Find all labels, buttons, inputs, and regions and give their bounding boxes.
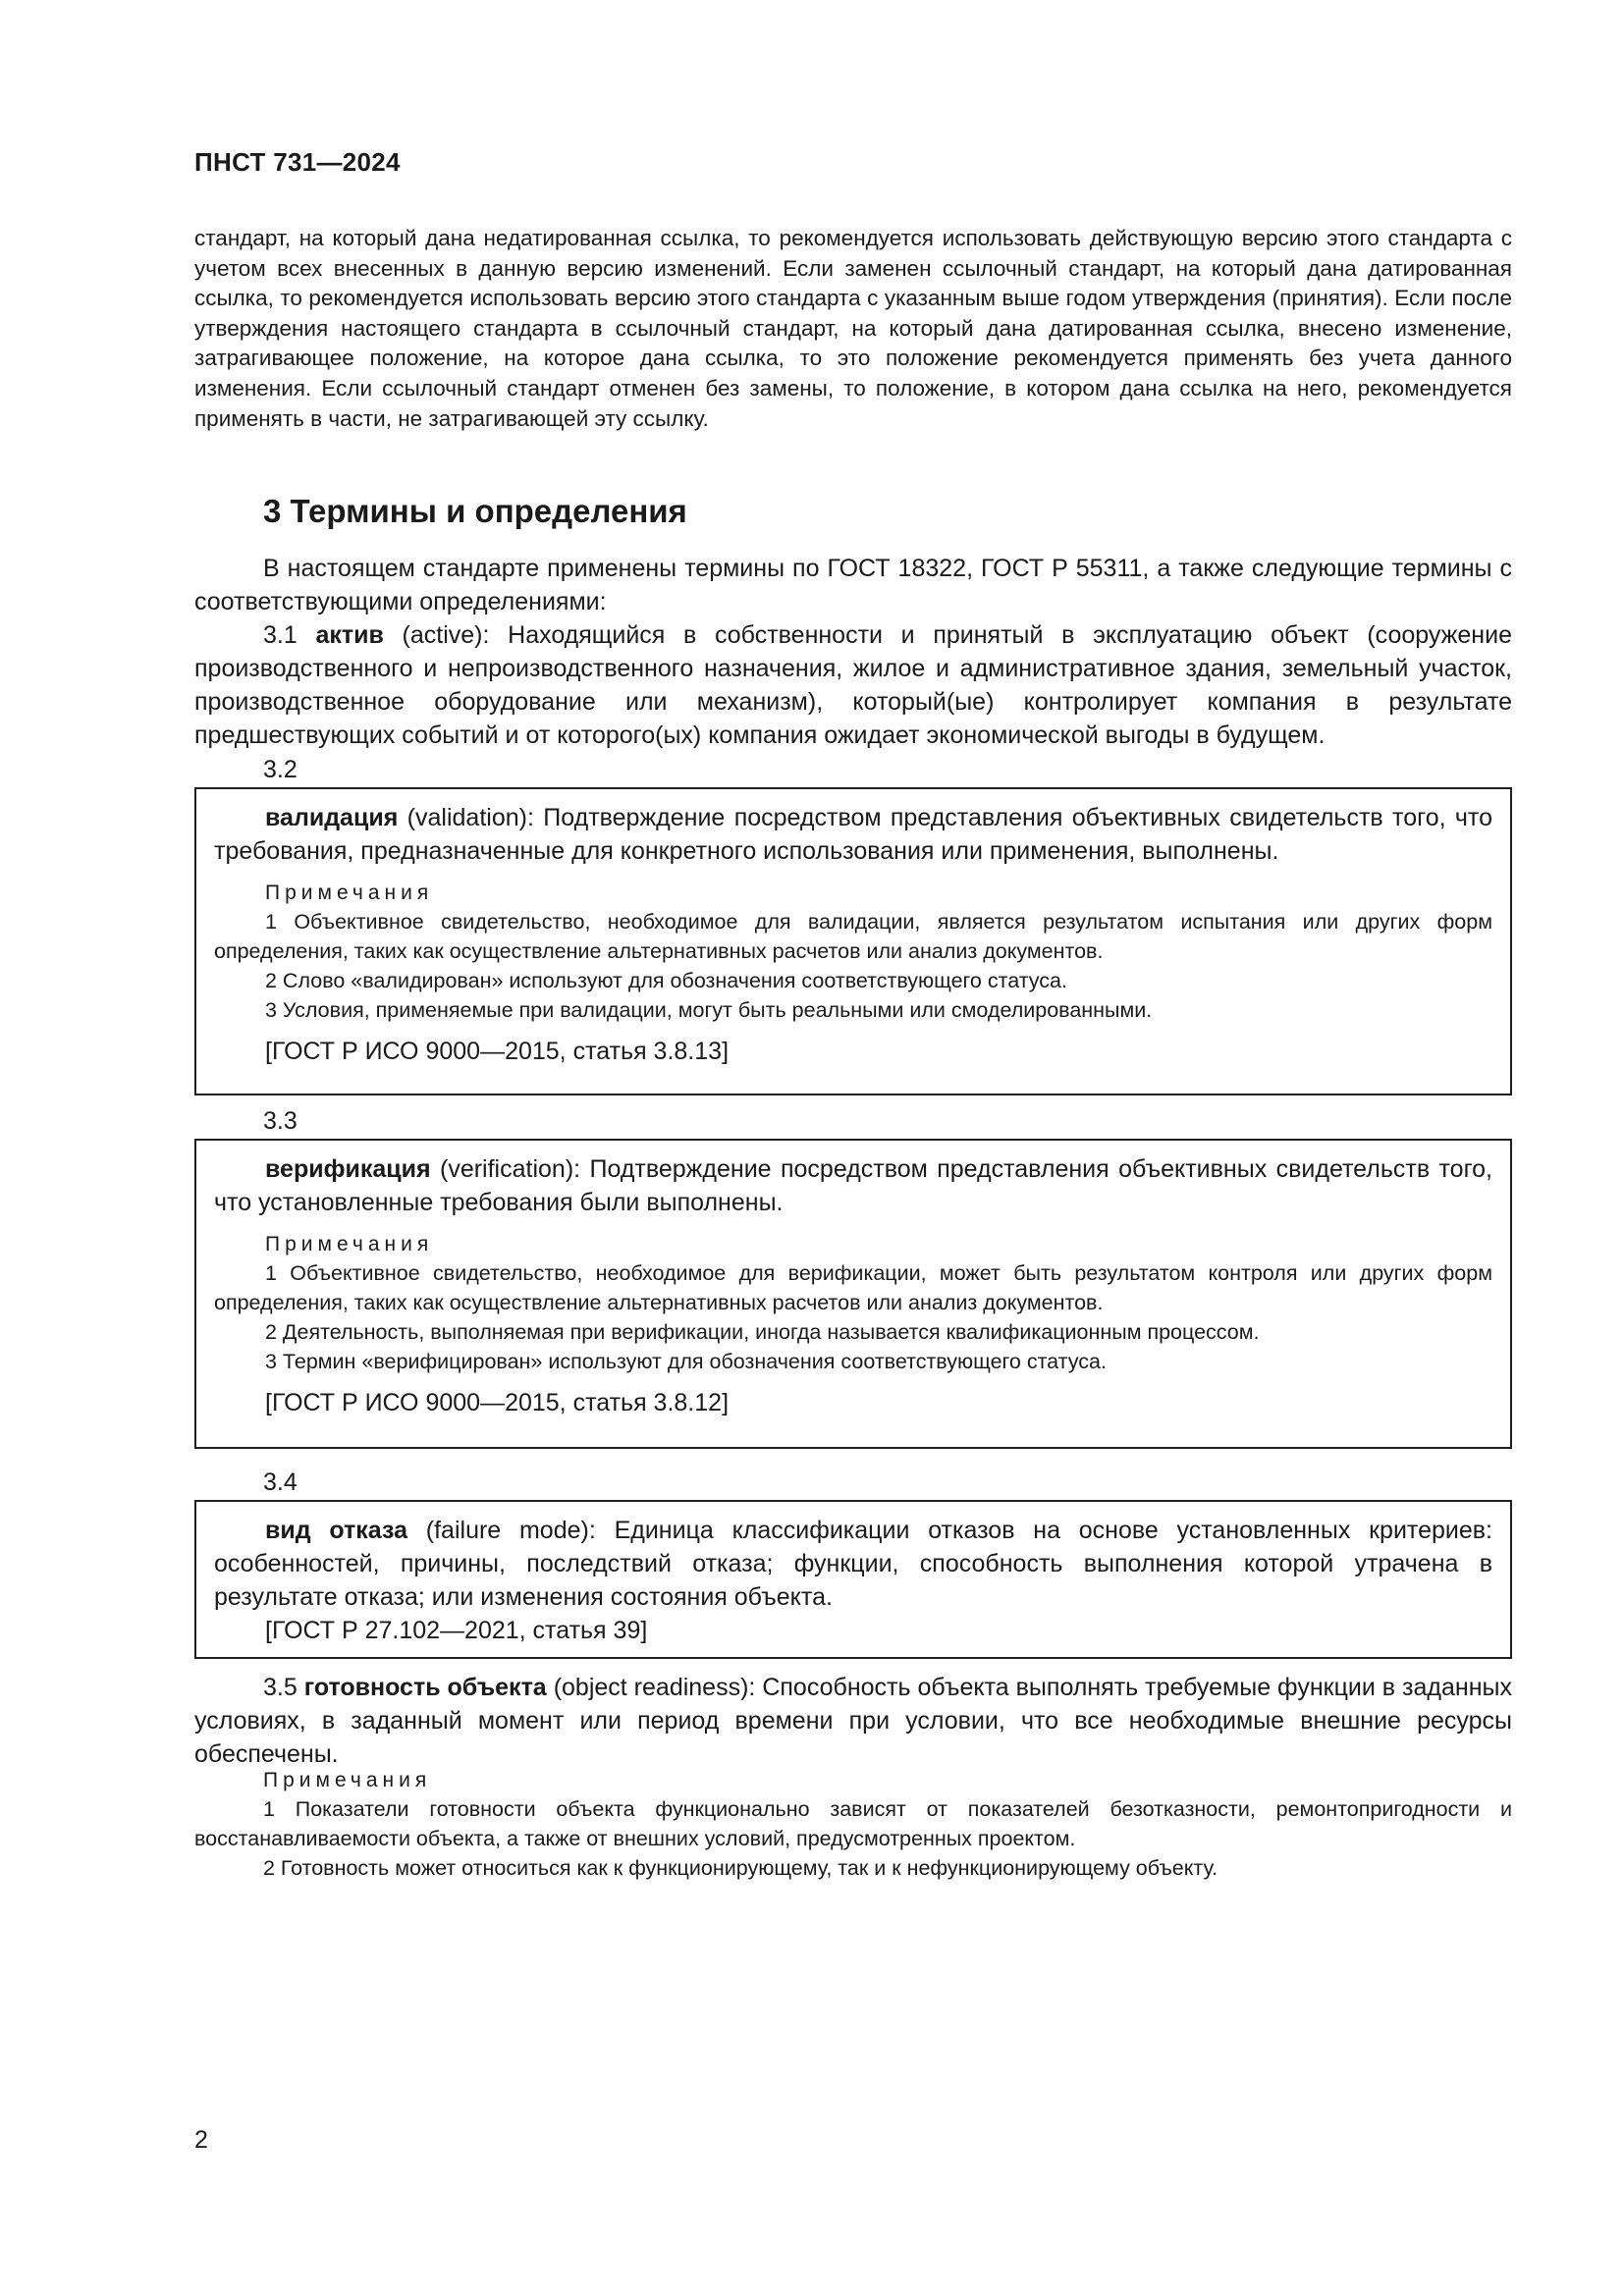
term-english: (object readiness): <box>553 1674 756 1701</box>
note-item: 3 Термин «верифицирован» используют для обозначения соответствующего статуса. <box>265 1350 1107 1373</box>
note-item: 2 Слово «валидирован» используют для обозначения соответствующего статуса. <box>265 969 1067 992</box>
notes-heading: Примечания <box>263 1769 432 1791</box>
term-3-1 <box>194 618 1512 752</box>
notes <box>214 1231 1492 1376</box>
term-number-3-2: 3.2 <box>263 756 298 783</box>
term-english: (verification): <box>440 1155 581 1183</box>
term-number-3-3: 3.3 <box>263 1107 298 1135</box>
source-citation: [ГОСТ Р ИСО 9000—2015, статья 3.8.13] <box>265 1038 730 1065</box>
note-item: 1 Объективное свидетельство, необходимое для валидации, является результатом испытания или других форм определения, таких как осуществление альтернативных расчетов или анализ документов. <box>214 910 1492 963</box>
notes <box>214 880 1492 1025</box>
note-item: 3 Условия, применяемые при валидации, могут быть реальными или смоделированными. <box>265 998 1153 1022</box>
term-english: (validation): <box>406 804 534 831</box>
term-name: валидация <box>265 804 399 831</box>
term-definition-3-3 <box>214 1152 1492 1219</box>
source-citation: [ГОСТ Р ИСО 9000—2015, статья 3.8.12] <box>265 1389 730 1416</box>
term-name: актив <box>315 621 384 649</box>
term-number: 3.1 <box>263 621 298 649</box>
term-definition-3-4 <box>214 1514 1492 1614</box>
page-number: 2 <box>194 2126 208 2154</box>
section-title: 3 Термины и определения <box>263 493 687 529</box>
term-definition: Подтверждение посредством представления объективных свидетельств того, что установленные требования были выполнены. <box>214 1155 1493 1216</box>
term-box-3-4 <box>194 1500 1512 1659</box>
note-item: 2 Готовность может относиться как к функционирующему, так и к нефункционирующему объекту. <box>263 1856 1218 1880</box>
notes-3-5 <box>194 1767 1512 1883</box>
term-name: готовность объекта <box>303 1674 547 1701</box>
term-name: вид отказа <box>265 1517 407 1544</box>
term-box-3-2 <box>194 787 1512 1095</box>
term-name: верификация <box>265 1155 431 1183</box>
note-item: 1 Объективное свидетельство, необходимое для верификации, может быть результатом контроля или других форм определения, таких как осуществление альтернативных расчетов или анализ документов. <box>214 1261 1492 1314</box>
term-english: (active): <box>402 621 490 649</box>
note-item: 1 Показатели готовности объекта функционально зависят от показателей безотказности, ремонтопригодности и восстанавливаемости объекта, а также от внешних условий, предусмотренных проектом. <box>194 1797 1512 1850</box>
term-definition: Способность объекта выполнять требуемые функции в заданных условиях, в заданный момент или период времени при условии, что все необходимые внешние ресурсы обеспечены. <box>194 1674 1512 1768</box>
term-english: (failure mode): <box>425 1517 596 1544</box>
notes-heading: Примечания <box>265 1233 434 1255</box>
document-id: ПНСТ 731—2024 <box>194 147 401 177</box>
term-definition: Подтверждение посредством представления объективных свидетельств того, что требования, предназначенные для конкретного использования или применения, выполнены. <box>214 804 1492 865</box>
note-item: 2 Деятельность, выполняемая при верификации, иногда называется квалификационным процессом. <box>265 1320 1260 1344</box>
notes-heading: Примечания <box>265 881 434 904</box>
term-definition: Единица классификации отказов на основе установленных критериев: особенностей, причины, последствий отказа; функции, способность выполнения которой утрачена в результате отказа; или изменения состояния объекта. <box>214 1517 1492 1611</box>
term-3-5 <box>194 1671 1512 1771</box>
term-box-3-3 <box>194 1139 1512 1449</box>
term-definition-3-2 <box>214 801 1492 868</box>
source-citation: [ГОСТ Р 27.102—2021, статья 39] <box>265 1617 648 1644</box>
term-number-3-4: 3.4 <box>263 1468 298 1496</box>
term-number: 3.5 <box>263 1674 298 1701</box>
section-lead-paragraph: В настоящем стандарте применены термины по ГОСТ 18322, ГОСТ Р 55311, а также следующие термины с соответствующими определениями: <box>194 555 1512 615</box>
intro-paragraph: стандарт, на который дана недатированная ссылка, то рекомендуется использовать действующую версию этого стандарта с учетом всех внесенных в данную версию изменений. Если заменен ссылочный стандарт, на который дана датированная ссылка, то рекомендуется использовать версию этого стандарта с указанным выше годом утверждения (принятия). Если после утверждения настоящего стандарта в ссылочный стандарт, на который дана датированная ссылка, внесено изменение, затрагивающее положение, на которое дана ссылка, то это положение рекомендуется применять без учета данного изменения. Если ссылочный стандарт отменен без замены, то положение, в котором дана ссылка на него, рекомендуется применять в части, не затрагивающей эту ссылку. <box>194 226 1512 431</box>
term-definition: Находящийся в собственности и принятый в эксплуатацию объект (сооружение производственного и непроизводственного назначения, жилое и административное здания, земельный участок, производственное оборудование или механизм), который(ые) контролирует компания в результате предшествующих событий и от которого(ых) компания ожидает экономической выгоды в будущем. <box>194 621 1512 749</box>
